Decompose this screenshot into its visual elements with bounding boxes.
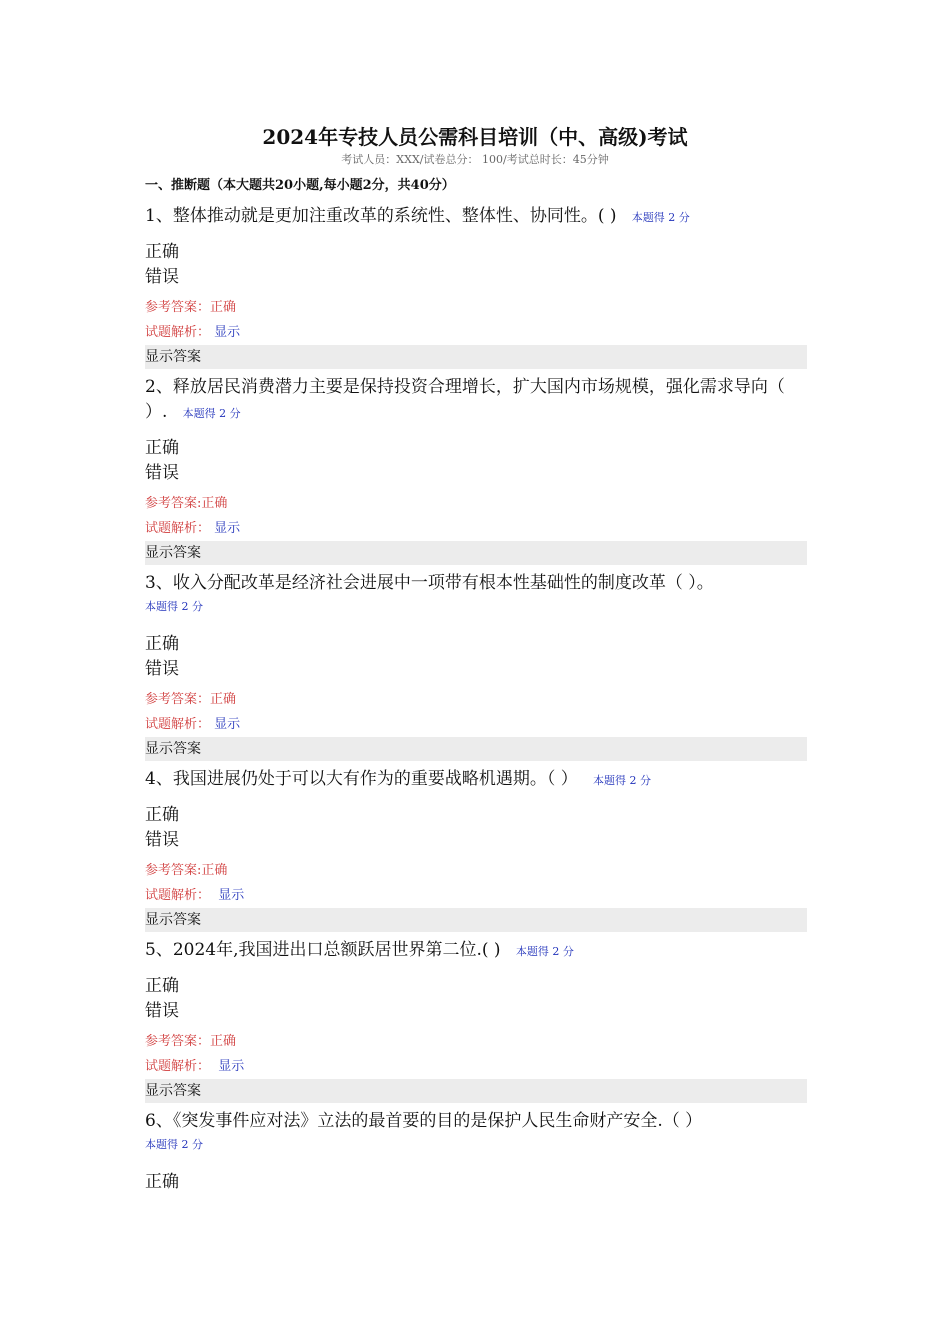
explanation-show-link[interactable]: 显示: [214, 717, 241, 732]
exam-title: 2024年专技人员公需科目培训（中、高级)考试: [262, 125, 688, 149]
explanation-label: 试题解析：: [145, 717, 211, 732]
option-false[interactable]: 错误: [145, 267, 179, 287]
option-false[interactable]: 错误: [145, 659, 179, 679]
explanation-row: [145, 1057, 244, 1077]
option-true[interactable]: 正确: [145, 805, 179, 825]
reference-answer: 参考答案：正确: [145, 1034, 237, 1049]
question-score: 本题得 2 分: [631, 211, 690, 224]
question-2: [145, 375, 807, 425]
explanation-label: 试题解析：: [145, 888, 211, 903]
option-true[interactable]: 正确: [145, 242, 179, 262]
question-score: 本题得 2 分: [592, 774, 651, 787]
question-4: [145, 767, 807, 792]
explanation-show-link[interactable]: 显示: [214, 325, 241, 340]
explanation-show-link[interactable]: 显示: [214, 521, 241, 536]
option-true[interactable]: 正确: [145, 1172, 179, 1192]
question-text: 3、收入分配改革是经济社会进展中一项带有根本性基础性的制度改革（ ）。: [145, 573, 714, 593]
option-true[interactable]: 正确: [145, 976, 179, 996]
explanation-row: [145, 886, 244, 906]
question-text: 5、2024年,我国进出口总额跃居世界第二位.( ): [145, 940, 501, 960]
explanation-row: [145, 323, 240, 343]
question-text: 4、我国进展仍处于可以大有作为的重要战略机遇期。（ ）: [145, 769, 578, 789]
explanation-show-link[interactable]: 显示: [218, 888, 245, 903]
show-answer-bar[interactable]: 显示答案: [145, 737, 807, 761]
show-answer-bar[interactable]: 显示答案: [145, 541, 807, 565]
explanation-label: 试题解析：: [145, 325, 211, 340]
question-score: 本题得 2 分: [515, 945, 574, 958]
option-false[interactable]: 错误: [145, 830, 179, 850]
question-6: [145, 1109, 807, 1152]
show-answer-bar[interactable]: 显示答案: [145, 908, 807, 932]
option-false[interactable]: 错误: [145, 463, 179, 483]
reference-answer: 参考答案：正确: [145, 692, 237, 707]
show-answer-bar[interactable]: 显示答案: [145, 1079, 807, 1103]
explanation-row: [145, 519, 240, 539]
option-true[interactable]: 正确: [145, 634, 179, 654]
explanation-show-link[interactable]: 显示: [218, 1059, 245, 1074]
question-score: 本题得 2 分: [182, 407, 241, 420]
option-false[interactable]: 错误: [145, 1001, 179, 1021]
exam-meta: 考试人员：XXX/试卷总分： 100/考试总时长：45分钟: [341, 153, 609, 166]
question-1: [145, 204, 807, 229]
explanation-label: 试题解析：: [145, 521, 211, 536]
question-score: 本题得 2 分: [145, 600, 203, 613]
reference-answer: 参考答案:正确: [145, 496, 228, 511]
question-3: [145, 571, 807, 614]
question-text: 6、《突发事件应对法》立法的最首要的目的是保护人民生命财产安全.（ ）: [145, 1111, 703, 1131]
reference-answer: 参考答案：正确: [145, 300, 237, 315]
question-text: 1、整体推动就是更加注重改革的系统性、整体性、协同性。( ): [145, 206, 617, 226]
explanation-label: 试题解析：: [145, 1059, 211, 1074]
option-true[interactable]: 正确: [145, 438, 179, 458]
question-text: 2、释放居民消费潜力主要是保持投资合理增长，扩大国内市场规模，强化需求导向（ ）.: [145, 377, 785, 422]
section-heading: 一、推断题（本大题共20小题,每小题2分，共40分）: [145, 178, 455, 193]
question-5: [145, 938, 807, 963]
question-score: 本题得 2 分: [145, 1138, 203, 1151]
explanation-row: [145, 715, 240, 735]
reference-answer: 参考答案:正确: [145, 863, 228, 878]
show-answer-bar[interactable]: 显示答案: [145, 345, 807, 369]
